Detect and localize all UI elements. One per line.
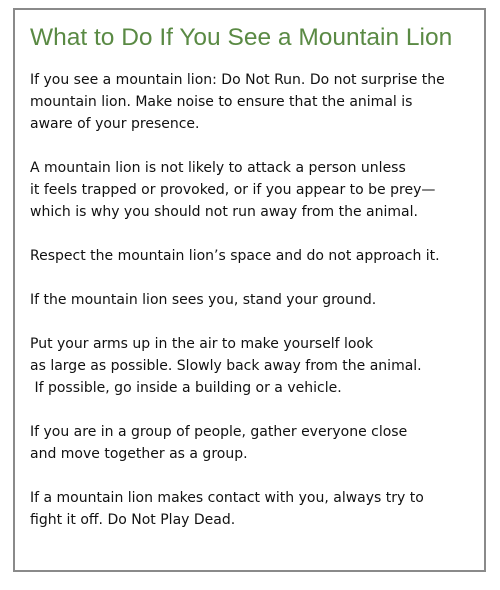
paragraph-attack-likelihood: A mountain lion is not likely to attack a person unless it feels trapped or provoked, or if you appear to be prey— which is why you should not run away from the animal.: [30, 160, 436, 220]
paragraph-do-not-run: If you see a mountain lion: Do Not Run. Do not surprise the mountain lion. Make noise to ensure that the animal is aware of your presence.: [30, 72, 445, 132]
paragraph-stand-ground: If the mountain lion sees you, stand your ground.: [30, 292, 377, 308]
paragraph-look-large: Put your arms up in the air to make yourself look as large as possible. Slowly back away from the animal. If possible, go inside a building or a vehicle.: [30, 336, 422, 396]
paragraph-group: If you are in a group of people, gather everyone close and move together as a group.: [30, 424, 408, 462]
paragraph-respect-space: Respect the mountain lion’s space and do not approach it.: [30, 248, 440, 264]
info-card: [13, 8, 486, 572]
page-title: What to Do If You See a Mountain Lion: [30, 24, 453, 51]
body-text: [30, 69, 475, 531]
paragraph-fight-back: If a mountain lion makes contact with you, always try to fight it off. Do Not Play Dead.: [30, 490, 424, 528]
